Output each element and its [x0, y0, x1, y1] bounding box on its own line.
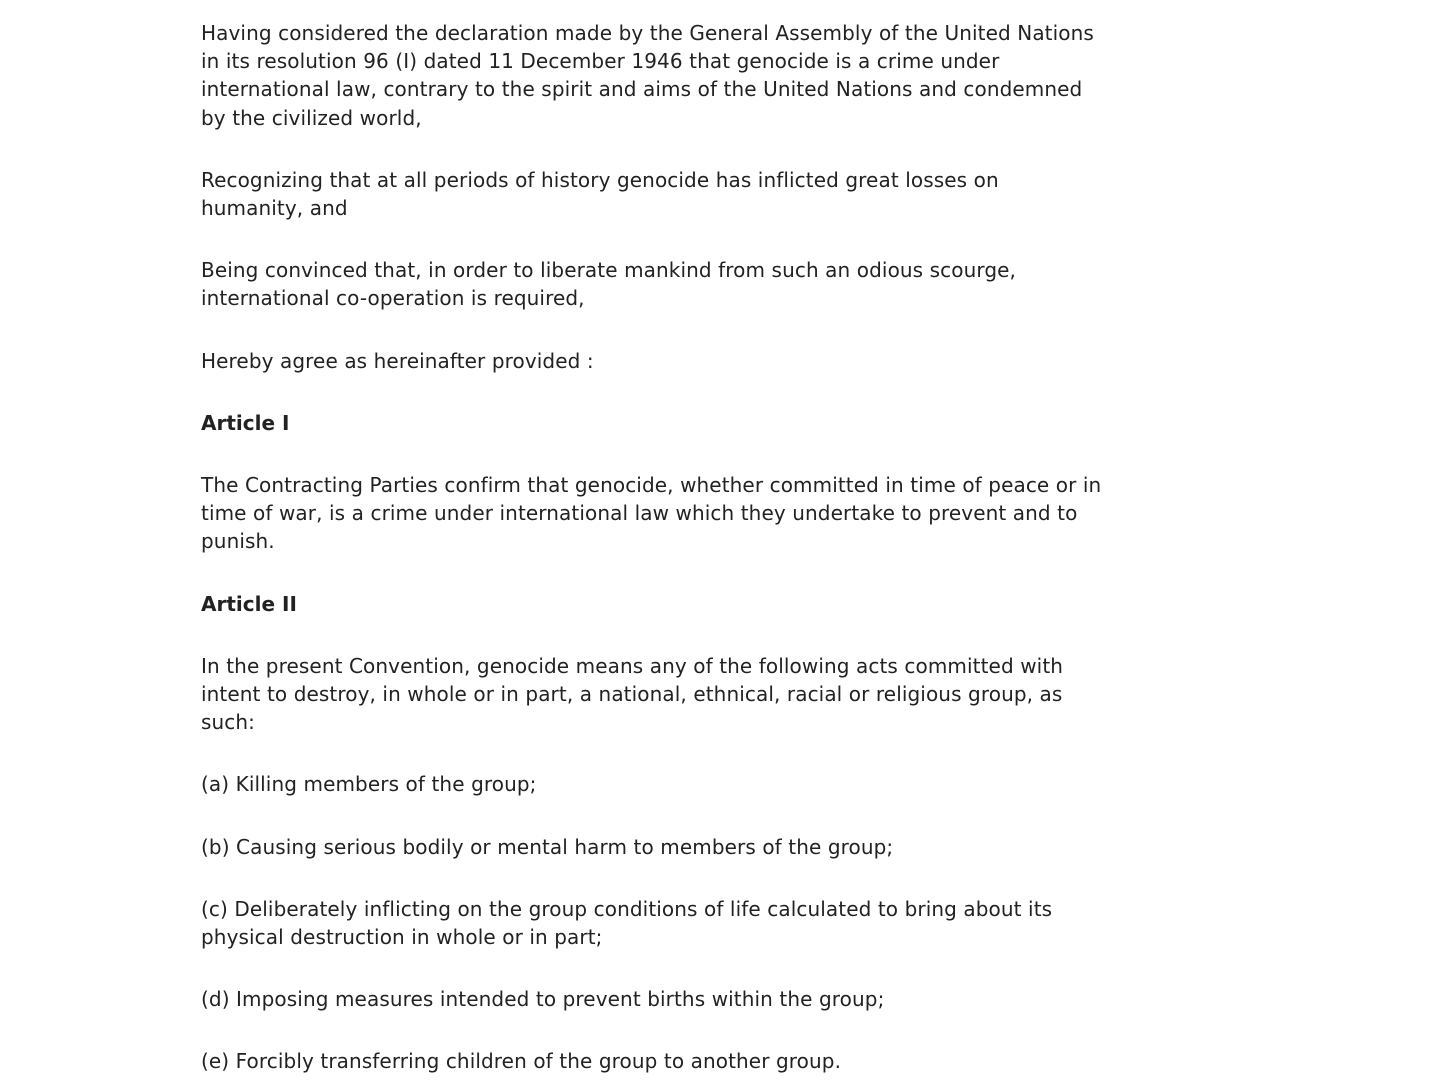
- text-line: Having considered the declaration made by the General Assembly of the United Nations: [201, 21, 1094, 45]
- text-line: (a) Killing members of the group;: [201, 772, 537, 797]
- text-line: The Contracting Parties confirm that genocide, whether committed in time of peace or in: [201, 473, 1102, 498]
- article-2-intro: [201, 652, 1271, 737]
- text-line: In the present Convention, genocide means any of the following acts committed with: [201, 653, 1064, 678]
- article-2-item-d: [201, 985, 1271, 1013]
- text-line: (b) Causing serious bodily or mental harm to members of the group;: [201, 834, 894, 859]
- article-2-item-b: [201, 833, 1271, 861]
- text-line: punish.: [201, 529, 275, 554]
- preamble-paragraph-convinced: [201, 256, 1271, 312]
- text-line: Recognizing that at all periods of history genocide has inflicted great losses on: [201, 167, 999, 192]
- article-2-item-e: [201, 1047, 1271, 1075]
- preamble-paragraph-agree: [201, 347, 1271, 375]
- text-line: by the civilized world,: [201, 105, 422, 130]
- preamble-paragraph-considered: [201, 19, 1271, 132]
- text-line: international law, contrary to the spirit and aims of the United Nations and condemned: [201, 77, 1083, 102]
- text-line: (d) Imposing measures intended to prevent births within the group;: [201, 987, 885, 1012]
- article-2-heading: Article II: [201, 591, 297, 616]
- text-line: such:: [201, 710, 256, 735]
- text-line: international co-operation is required,: [201, 286, 585, 311]
- text-line: Hereby agree as hereinafter provided :: [201, 348, 594, 373]
- text-line: in its resolution 96 (I) dated 11 December 1946 that genocide is a crime under: [201, 49, 1000, 74]
- article-2-item-c: [201, 895, 1271, 951]
- article-2-item-a: [201, 770, 1271, 798]
- article-1-text: [201, 471, 1271, 556]
- preamble-paragraph-recognizing: [201, 166, 1271, 222]
- text-line: physical destruction in whole or in part;: [201, 925, 603, 950]
- document-body: [201, 19, 1271, 1076]
- text-line: (c) Deliberately inflicting on the group conditions of life calculated to bring about its: [201, 896, 1053, 921]
- text-line: (e) Forcibly transferring children of the group to another group.: [201, 1049, 842, 1074]
- article-1-heading: Article I: [201, 410, 290, 435]
- text-line: humanity, and: [201, 196, 348, 221]
- text-line: time of war, is a crime under international law which they undertake to prevent and to: [201, 501, 1078, 526]
- text-line: Being convinced that, in order to liberate mankind from such an odious scourge,: [201, 258, 1017, 283]
- text-line: intent to destroy, in whole or in part, a national, ethnical, racial or religious group, as: [201, 682, 1063, 707]
